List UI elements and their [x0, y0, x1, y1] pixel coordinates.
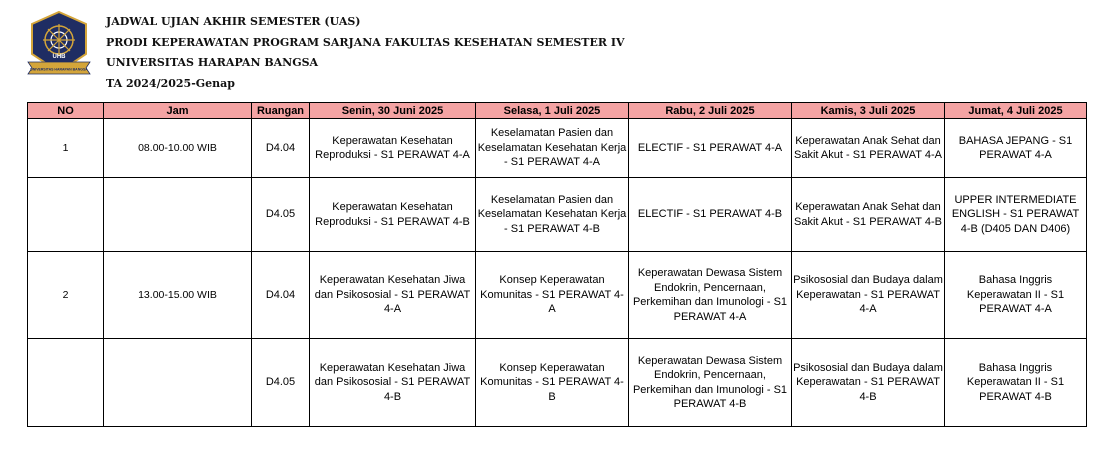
cell-kamis: Psikososial dan Budaya dalam Keperawatan - S1 PERAWAT 4-A — [792, 252, 945, 339]
cell-senin: Keperawatan Kesehatan Reproduksi - S1 PERAWAT 4-A — [310, 119, 476, 178]
cell-no: 2 — [28, 252, 104, 339]
cell-senin: Keperawatan Kesehatan Reproduksi - S1 PERAWAT 4-B — [310, 178, 476, 252]
cell-selasa: Konsep Keperawatan Komunitas - S1 PERAWAT 4-B — [476, 339, 629, 427]
table-row — [28, 119, 1087, 178]
exam-schedule-table — [27, 102, 1087, 427]
logo-ribbon-text: UNIVERSITAS HARAPAN BANGSA — [30, 67, 88, 72]
cell-jumat: Bahasa Inggris Keperawatan II - S1 PERAWAT 4-A — [945, 252, 1087, 339]
cell-jam — [104, 339, 252, 427]
table-row — [28, 178, 1087, 252]
header-title: JADWAL UJIAN AKHIR SEMESTER (UAS) — [106, 15, 361, 28]
cell-rabu: Keperawatan Dewasa Sistem Endokrin, Pencernaan, Perkemihan dan Imunologi - S1 PERAWAT 4-A — [629, 252, 792, 339]
logo-top-text: UHB — [52, 54, 66, 60]
cell-kamis: Keperawatan Anak Sehat dan Sakit Akut - S1 PERAWAT 4-B — [792, 178, 945, 252]
cell-no: 1 — [28, 119, 104, 178]
cell-rabu: Keperawatan Dewasa Sistem Endokrin, Pencernaan, Perkemihan dan Imunologi - S1 PERAWAT 4-B — [629, 339, 792, 427]
table-row — [28, 252, 1087, 339]
cell-selasa: Konsep Keperawatan Komunitas - S1 PERAWAT 4-A — [476, 252, 629, 339]
cell-no — [28, 339, 104, 427]
cell-ruangan: D4.05 — [252, 339, 310, 427]
cell-jumat: BAHASA JEPANG - S1 PERAWAT 4-A — [945, 119, 1087, 178]
column-header-no: NO — [28, 103, 104, 119]
column-header-kamis: Kamis, 3 Juli 2025 — [792, 103, 945, 119]
cell-jam: 13.00-15.00 WIB — [104, 252, 252, 339]
column-header-ruangan: Ruangan — [252, 103, 310, 119]
header-program: PRODI KEPERAWATAN PROGRAM SARJANA FAKULTAS KESEHATAN SEMESTER IV — [106, 35, 625, 49]
column-header-jam: Jam — [104, 103, 252, 119]
header-academic-year: TA 2024/2025-Genap — [106, 76, 235, 90]
cell-ruangan: D4.04 — [252, 119, 310, 178]
cell-selasa: Keselamatan Pasien dan Keselamatan Kesehatan Kerja - S1 PERAWAT 4-A — [476, 119, 629, 178]
column-header-jumat: Jumat, 4 Juli 2025 — [945, 103, 1087, 119]
column-header-rabu: Rabu, 2 Juli 2025 — [629, 103, 792, 119]
cell-senin: Keperawatan Kesehatan Jiwa dan Psikososial - S1 PERAWAT 4-B — [310, 339, 476, 427]
cell-rabu: ELECTIF - S1 PERAWAT 4-B — [629, 178, 792, 252]
cell-kamis: Psikososial dan Budaya dalam Keperawatan - S1 PERAWAT 4-B — [792, 339, 945, 427]
cell-jam: 08.00-10.00 WIB — [104, 119, 252, 178]
cell-ruangan: D4.04 — [252, 252, 310, 339]
column-header-senin: Senin, 30 Juni 2025 — [310, 103, 476, 119]
cell-jumat: Bahasa Inggris Keperawatan II - S1 PERAWAT 4-B — [945, 339, 1087, 427]
cell-jumat: UPPER INTERMEDIATE ENGLISH - S1 PERAWAT 4-B (D405 DAN D406) — [945, 178, 1087, 252]
column-header-selasa: Selasa, 1 Juli 2025 — [476, 103, 629, 119]
cell-jam — [104, 178, 252, 252]
university-seal-icon — [26, 10, 92, 82]
cell-kamis: Keperawatan Anak Sehat dan Sakit Akut - S1 PERAWAT 4-A — [792, 119, 945, 178]
document-header — [106, 12, 625, 94]
cell-rabu: ELECTIF - S1 PERAWAT 4-A — [629, 119, 792, 178]
cell-ruangan: D4.05 — [252, 178, 310, 252]
table-header-row — [28, 103, 1087, 119]
cell-senin: Keperawatan Kesehatan Jiwa dan Psikososial - S1 PERAWAT 4-A — [310, 252, 476, 339]
header-university: UNIVERSITAS HARAPAN BANGSA — [106, 56, 319, 69]
cell-selasa: Keselamatan Pasien dan Keselamatan Kesehatan Kerja - S1 PERAWAT 4-B — [476, 178, 629, 252]
cell-no — [28, 178, 104, 252]
table-row — [28, 339, 1087, 427]
